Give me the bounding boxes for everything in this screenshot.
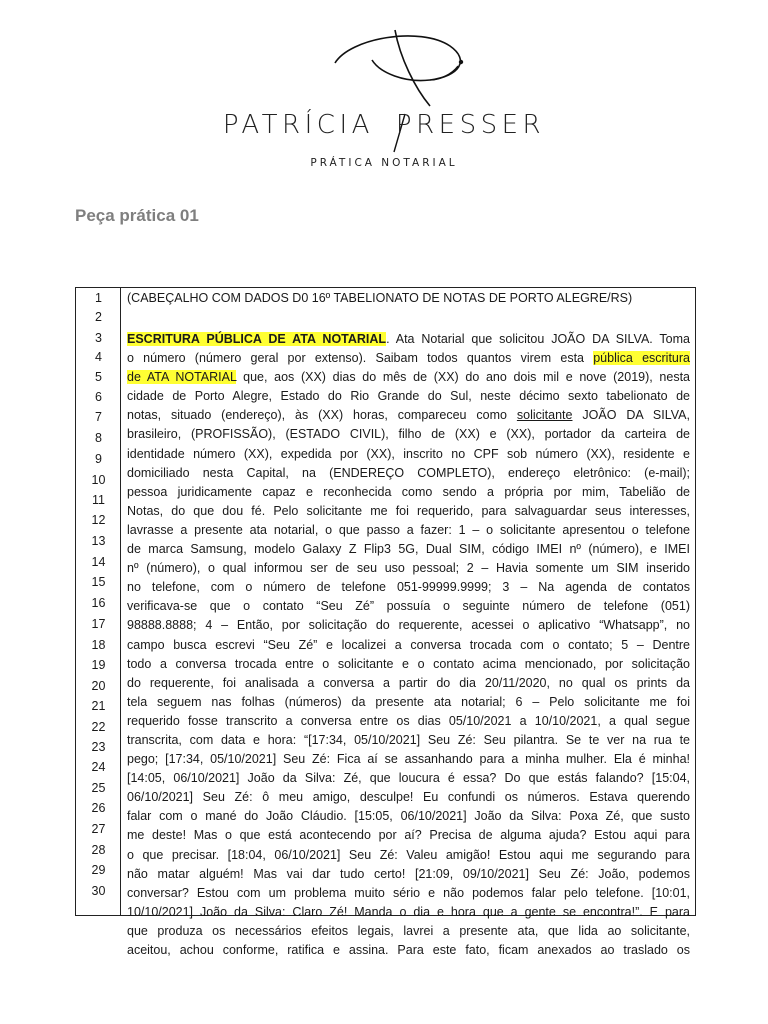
- body-line: cidade de Porto Alegre, Estado do Rio Grande do Sul, neste décimo sexto tabelionato de: [127, 389, 690, 404]
- body-line: todo a conversa trocada entre o solicitante e o contato acima mencionado, por solicitação: [127, 656, 690, 671]
- line-number: 25: [91, 781, 106, 795]
- body-line: 10/10/2021] João da Silva: Claro Zé! Manda o dia e hora que a gente se encontra!”. E para: [127, 904, 690, 919]
- underlined-solicitante: solicitante: [516, 408, 573, 423]
- line-number: 24: [91, 760, 106, 774]
- line-number: 19: [91, 658, 106, 672]
- line-number: 16: [91, 596, 106, 610]
- line-number: 28: [91, 843, 106, 857]
- highlight-deed-title: ESCRITURA PÚBLICA DE ATA NOTARIAL: [127, 332, 387, 346]
- line-number: 1: [95, 291, 102, 305]
- body-line: me deste! Mas o que está acontecendo por aí? Precisa de alguma ajuda? Estou aqui para: [127, 828, 690, 843]
- line-number: 12: [91, 513, 106, 527]
- logo-name: [0, 110, 768, 140]
- line-number: 27: [91, 822, 106, 836]
- body-line: [14:05, 06/10/2021] João da Silva: Zé, que loucura é essa? Do que estás falando? [15:04,: [127, 771, 690, 786]
- body-line: o que precisar. [18:04, 06/10/2021] Seu Zé: Valeu amigão! Estou aqui me segurando para: [127, 847, 690, 862]
- line-number: 6: [95, 390, 102, 404]
- document-body: [127, 330, 690, 960]
- document-header-line: (CABEÇALHO COM DADOS D0 16º TABELIONATO DE NOTAS DE PORTO ALEGRE/RS): [127, 291, 633, 305]
- line-number: 11: [92, 493, 105, 507]
- body-line: 06/10/2021] Seu Zé: ô meu amigo, desculpe! Eu confundi os números. Estava querendo: [127, 790, 690, 805]
- body-line: domiciliado nesta Capital, na (ENDEREÇO COMPLETO), endereço eletrônico: (e-mail);: [127, 465, 690, 480]
- line-number: 29: [91, 863, 106, 877]
- body-line: ESCRITURA PÚBLICA DE ATA NOTARIAL. Ata Notarial que solicitou JOÃO DA SILVA. Toma: [127, 332, 690, 346]
- line-number-column: [76, 288, 121, 915]
- body-line: transcrita, com data e hora: “[17:34, 05/10/2021] Seu Zé: Seu pilantra. Se te ver na rua te: [127, 732, 690, 747]
- line-number: 18: [91, 638, 106, 652]
- logo-name-left: PATRÍCIA: [222, 110, 374, 140]
- logo-subtitle: PRÁTICA NOTARIAL: [310, 157, 458, 169]
- document-table: [75, 287, 696, 957]
- document-text-column: [127, 288, 690, 957]
- highlight-ata-notarial: de ATA NOTARIAL: [127, 370, 237, 385]
- line-number: 10: [91, 473, 106, 487]
- body-line: do requerente, foi analisada a conversa a partir do dia 20/11/2020, no qual os prints da: [127, 675, 690, 690]
- logo: [0, 18, 768, 169]
- body-line: pego; [17:34, 05/10/2021] Seu Zé: Fica aí se assanhando para a minha mulher. Ela é minha!: [127, 752, 690, 767]
- body-line: conversar? Estou com um problema muito sério e não podemos falar pelo telefone. [10:01,: [127, 885, 690, 900]
- body-line: tela seguem nas folhas (números) da presente ata notarial; 6 – Pelo solicitante me foi: [127, 694, 690, 709]
- body-line: pessoa juridicamente capaz e reconhecida como sendo a própria por mim, Tabelião de: [127, 484, 690, 499]
- line-number: 15: [91, 575, 106, 589]
- line-number: 22: [91, 720, 106, 734]
- body-line: o número (número geral por extenso). Saibam todos quantos virem esta pública escritura: [127, 351, 690, 366]
- body-line: brasileiro, (PROFISSÃO), (ESTADO CIVIL), filho de (XX) e (XX), portador da carteira de: [127, 427, 690, 442]
- body-line: lavrasse a presente ata notarial, o que passo a fazer: 1 – o solicitante apresentou o telefone: [127, 522, 690, 537]
- line-number: 30: [91, 884, 106, 898]
- body-line: verificava-se que o contato “Seu Zé” possuía o seguinte número de telefone (051): [127, 599, 690, 614]
- body-line: 98888.8888; 4 – Então, por solicitação do requerente, acessei o aplicativo “Whatsapp”, no: [127, 618, 690, 633]
- body-line: não matar alguém! Mas vai dar tudo certo! [21:09, 09/10/2021] Seu Zé: João, podemos: [127, 866, 690, 881]
- body-line: de ATA NOTARIAL que, aos (XX) dias do mês de (XX) do ano dois mil e nove (2019), nesta: [127, 370, 690, 385]
- body-line: falar com o mané do João Cláudio. [15:05, 06/10/2021] João da Silva: Poxa Zé, que susto: [127, 809, 690, 824]
- line-number: 21: [91, 699, 106, 713]
- logo-name-right: PRESSER: [395, 110, 546, 140]
- line-number: 14: [91, 555, 106, 569]
- line-number: 13: [91, 534, 106, 548]
- body-line: Notas, do que dou fé. Pelo solicitante me foi requerido, para salvaguardar seus interesses,: [127, 503, 690, 518]
- line-number: 20: [91, 679, 106, 693]
- body-line: campo busca escrevi “Seu Zé” e localizei a conversa trocada com o contato; 5 – Dentre: [127, 637, 690, 652]
- body-line: que produza os necessários efeitos legais, lavrei a presente ata, que lida ao solicitante,: [127, 923, 690, 938]
- line-number: 5: [95, 370, 102, 384]
- body-line: no telefone, com o número de telefone 051-99999.9999; 3 – Na agenda de contatos: [127, 580, 690, 595]
- body-line: nº (número), o qual informou ser de seu uso pessoal; 2 – Havia somente um SIM inserido: [127, 561, 690, 576]
- highlight-public-deed: pública escritura: [593, 351, 690, 366]
- line-number: 17: [91, 617, 106, 631]
- body-line: notas, situado (endereço), às (XX) horas, compareceu como solicitante JOÃO DA SILVA,: [127, 408, 690, 423]
- body-line: de marca Samsung, modelo Galaxy Z Flip3 5G, Dual SIM, código IMEI nº (número), e IMEI: [127, 542, 690, 557]
- line-number: 7: [95, 410, 102, 424]
- body-line: identidade número (XX), expedida por (XX), inscrito no CPF sob número (XX), residente e: [127, 446, 690, 461]
- body-line: aceitou, achou conforme, ratifica e assina. Para este fato, ficam anexados ao traslado os: [127, 943, 690, 957]
- line-number: 9: [95, 452, 102, 466]
- line-number: 3: [95, 331, 102, 345]
- line-number: 8: [95, 431, 102, 445]
- line-number: 26: [91, 801, 106, 815]
- body-line: requerido fosse transcrito a conversa entre os dias 05/10/2021 a 10/10/2021, a qual segue: [127, 713, 690, 728]
- line-number: 23: [91, 740, 106, 754]
- line-number: 2: [95, 310, 102, 324]
- line-number: 4: [95, 350, 102, 364]
- page-title: Peça prática 01: [75, 206, 199, 225]
